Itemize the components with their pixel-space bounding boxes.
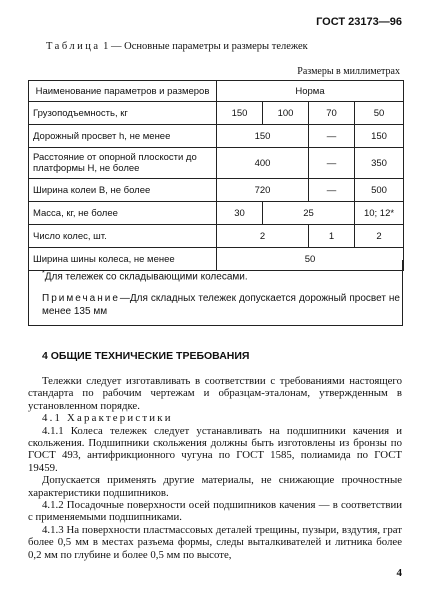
row-track-name: Ширина колеи B, не более [29, 179, 217, 202]
subsection-heading: 4.1 Характеристики [42, 412, 173, 425]
cell: 50 [355, 102, 404, 125]
cell: 350 [355, 148, 404, 179]
row-mass-name: Масса, кг, не более [29, 202, 217, 225]
row-clearance-name: Дорожный просвет h, не менее [29, 125, 217, 148]
paragraph: Допускается применять другие материалы, не снижающие прочностные характеристики подшипников. [28, 474, 402, 499]
page-number: 4 [396, 567, 402, 579]
paragraph: 4.1.2 Посадочные поверхности осей подшипников качения — в соответствии с применяемыми подшипниками. [28, 499, 402, 524]
table-row [29, 225, 404, 248]
section-body [28, 375, 402, 561]
cell: — [309, 148, 355, 179]
table-row [29, 179, 404, 202]
section-title: 4 ОБЩИЕ ТЕХНИЧЕСКИЕ ТРЕБОВАНИЯ [42, 350, 250, 362]
standard-header: ГОСТ 23173—96 [316, 16, 402, 28]
table-row [29, 102, 404, 125]
table-caption [46, 41, 308, 52]
table-units: Размеры в миллиметрах [297, 66, 400, 77]
note-label: Примечание [42, 293, 120, 304]
cell: — [309, 179, 355, 202]
cell: 150 [217, 102, 263, 125]
table-caption-word: Таблица [46, 41, 101, 52]
cell: 70 [309, 102, 355, 125]
cell: 150 [217, 125, 309, 148]
cell: 30 [217, 202, 263, 225]
table-row [29, 148, 404, 179]
cell: 400 [217, 148, 309, 179]
row-platform-name: Расстояние от опорной плоскости до платформы H, не более [29, 148, 217, 179]
col-name-header: Наименование параметров и размеров [29, 81, 217, 102]
cell: 2 [355, 225, 404, 248]
footnote-mark: * [42, 270, 45, 277]
cell: 25 [263, 202, 355, 225]
table-note [42, 292, 400, 318]
cell: 10; 12* [355, 202, 404, 225]
cell: — [309, 125, 355, 148]
table-footnote [42, 270, 248, 282]
paragraph: 4.1.3 На поверхности пластмассовых деталей трещины, пузыри, вздутия, грат более 0,5 мм в местах разъема формы, следы выталкивателей и литника более 0,2 мм по глубине и более 0,5 мм по высоте, [28, 523, 402, 561]
footnote-text: Для тележек со складывающими колесами. [44, 271, 248, 283]
cell: 150 [355, 125, 404, 148]
table-header-row [29, 81, 404, 102]
table-caption-title: 1 — Основные параметры и размеры тележек [100, 41, 308, 52]
table-row [29, 202, 404, 225]
cell: 50 [217, 248, 404, 271]
cell: 100 [263, 102, 309, 125]
table-row [29, 125, 404, 148]
col-norm-header: Норма [217, 81, 404, 102]
paragraph: Тележки следует изготавливать в соответствии с требованиями настоящего стандарта по рабочим чертежам и образцам-эталонам, утвержденным в установленном порядке. [28, 375, 402, 412]
cell: 2 [217, 225, 309, 248]
row-wheels-name: Число колес, шт. [29, 225, 217, 248]
parameters-table [28, 80, 404, 271]
paragraph: 4.1.1 Колеса тележек следует устанавливать на подшипники качения и скольжения. Подшипники скольжения должны быть изготовлены из бронзы по ГОСТ 493, антифрикционного чугуна по ГОСТ 1585, полиамида по ГОСТ 19459. [28, 424, 402, 474]
note-text: —Для складных тележек допускается дорожный просвет не менее 135 мм [42, 293, 400, 317]
cell: 1 [309, 225, 355, 248]
row-tire-name: Ширина шины колеса, не менее [29, 248, 217, 271]
cell: 720 [217, 179, 309, 202]
cell: 500 [355, 179, 404, 202]
row-capacity-name: Грузоподъемность, кг [29, 102, 217, 125]
